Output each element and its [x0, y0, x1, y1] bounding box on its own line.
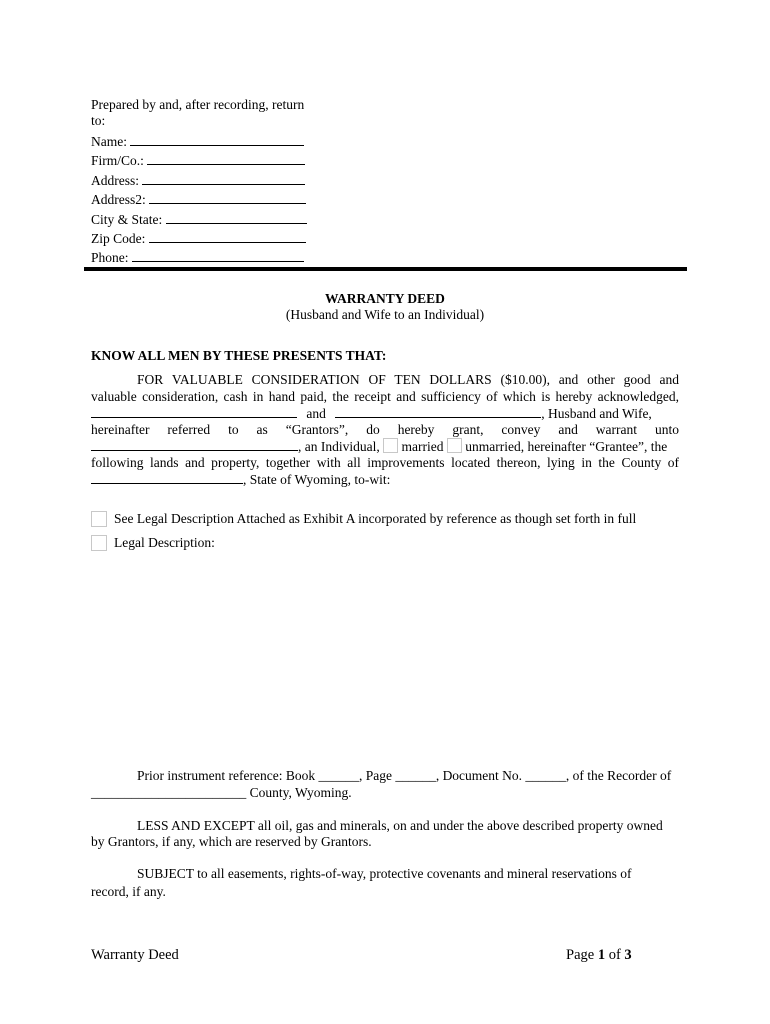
- page-word: Page: [566, 947, 595, 963]
- grantor2-blank[interactable]: [335, 405, 541, 418]
- exhibit-a-label: See Legal Description Attached as Exhibit A incorporated by reference as though set forth in full: [114, 511, 637, 526]
- word: do: [366, 422, 380, 437]
- address-blank[interactable]: [142, 172, 305, 185]
- word: as: [256, 422, 268, 437]
- city-state-blank[interactable]: [166, 211, 307, 224]
- word: warrant: [595, 422, 638, 437]
- firm-label: Firm/Co.:: [91, 153, 144, 168]
- legal-description-label: Legal Description:: [114, 535, 215, 550]
- firm-field[interactable]: [91, 152, 305, 169]
- prior-instrument-line-2: _______________________ County, Wyoming.: [91, 785, 352, 800]
- para-line-5: [91, 438, 679, 455]
- legal-description-checkbox[interactable]: [91, 535, 107, 551]
- subject-to-line-2: record, if any.: [91, 884, 166, 899]
- address-field[interactable]: [91, 172, 305, 189]
- and-text: and: [306, 406, 326, 421]
- address2-blank[interactable]: [149, 191, 306, 204]
- zip-blank[interactable]: [149, 230, 306, 243]
- word: and: [558, 422, 578, 437]
- document-title: WARRANTY DEED: [325, 291, 445, 306]
- less-except-line-1: LESS AND EXCEPT all oil, gas and minerals, on and under the above described property owned: [137, 818, 663, 833]
- firm-blank[interactable]: [147, 152, 305, 165]
- name-field[interactable]: [91, 133, 304, 150]
- phone-field[interactable]: [91, 249, 304, 266]
- footer-title: Warranty Deed: [91, 947, 179, 963]
- document-subtitle: (Husband and Wife to an Individual): [285, 307, 485, 322]
- grantor1-blank[interactable]: [91, 405, 297, 418]
- city-state-field[interactable]: [91, 211, 307, 228]
- individual-text: , an Individual,: [298, 439, 380, 454]
- para-line-4: [91, 422, 679, 438]
- county-blank[interactable]: [91, 471, 243, 484]
- name-blank[interactable]: [130, 133, 304, 146]
- address2-label: Address2:: [91, 192, 146, 207]
- of-word: of: [608, 947, 621, 963]
- married-checkbox[interactable]: [383, 438, 398, 453]
- phone-blank[interactable]: [132, 249, 304, 262]
- word: hereinafter: [91, 422, 150, 437]
- para-line-1: FOR VALUABLE CONSIDERATION OF TEN DOLLARS ($10.00), and other good and: [137, 372, 679, 387]
- name-label: Name:: [91, 134, 127, 149]
- para-line-3: [91, 405, 679, 422]
- exhibit-a-checkbox[interactable]: [91, 511, 107, 527]
- grantee-blank[interactable]: [91, 438, 298, 451]
- para-line-2: valuable consideration, cash in hand paid, the receipt and sufficiency of which is hereby acknowledged,: [91, 389, 679, 404]
- prepared-by-label: Prepared by and, after recording, return: [91, 97, 305, 112]
- page-number: [566, 947, 632, 964]
- husband-wife-text: , Husband and Wife,: [541, 406, 652, 421]
- phone-label: Phone:: [91, 250, 129, 265]
- unmarried-grantee-text: unmarried, hereinafter “Grantee”, the: [465, 439, 668, 454]
- page-current: 1: [597, 947, 606, 963]
- word: hereby: [397, 422, 435, 437]
- word: referred: [167, 422, 211, 437]
- state-wyoming-text: , State of Wyoming, to-wit:: [243, 472, 391, 487]
- less-except-line-2: by Grantors, if any, which are reserved by Grantors.: [91, 834, 372, 849]
- para-line-7: [91, 471, 390, 488]
- para-line-6: following lands and property, together with all improvements located thereon, lying in the County of: [91, 455, 679, 470]
- page-total: 3: [624, 947, 632, 963]
- know-all-men-heading: KNOW ALL MEN BY THESE PRESENTS THAT:: [91, 348, 387, 363]
- word: unto: [654, 422, 679, 437]
- header-divider: [84, 267, 687, 271]
- city-state-label: City & State:: [91, 212, 163, 227]
- zip-label: Zip Code:: [91, 231, 146, 246]
- word: “Grantors”,: [285, 422, 349, 437]
- word: grant,: [452, 422, 484, 437]
- prior-instrument-line-1: Prior instrument reference: Book ______, Page ______, Document No. ______, of the Recorder of: [137, 768, 672, 783]
- prepared-by-label-cont: to:: [91, 113, 106, 128]
- zip-field[interactable]: [91, 230, 306, 247]
- address2-field[interactable]: [91, 191, 306, 208]
- married-label: married: [401, 439, 444, 454]
- address-label: Address:: [91, 173, 139, 188]
- word: to: [228, 422, 239, 437]
- subject-to-line-1: SUBJECT to all easements, rights-of-way, protective covenants and mineral reservations of: [137, 866, 632, 881]
- unmarried-checkbox[interactable]: [447, 438, 462, 453]
- word: convey: [501, 422, 541, 437]
